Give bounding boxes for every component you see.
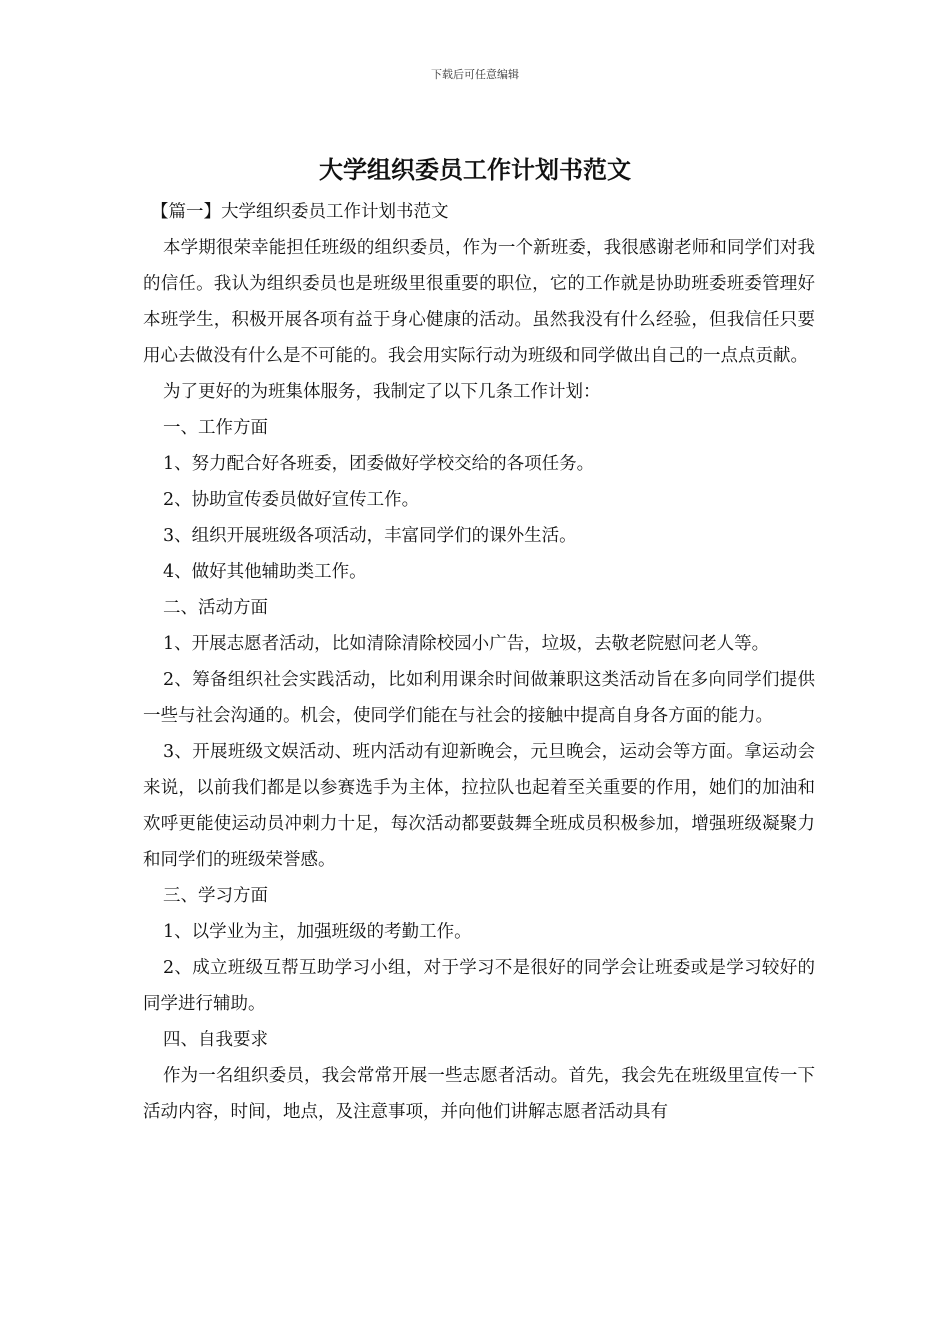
heading-work: 一、工作方面 (163, 418, 268, 438)
list-item-activity-3: 3、开展班级文娱活动、班内活动有迎新晚会，元旦晚会，运动会等方面。拿运动会来说，以前我们都是以参赛选手为主体，拉拉队也起着至关重要的作用，她们的加油和欢呼更能使运动员冲刺力十足，每次活动都要鼓舞全班成员积极参加，增强班级凝聚力和同学们的班级荣誉感。 (143, 742, 815, 870)
paragraph-self-requirements: 作为一名组织委员，我会常常开展一些志愿者活动。首先，我会先在班级里宣传一下活动内容，时间，地点，及注意事项，并向他们讲解志愿者活动具有 (143, 1066, 815, 1122)
paragraph-intro: 本学期很荣幸能担任班级的组织委员，作为一个新班委，我很感谢老师和同学们对我的信任。我认为组织委员也是班级里很重要的职位，它的工作就是协助班委班委管理好本班学生，积极开展各项有益于身心健康的活动。虽然我没有什么经验，但我信任只要用心去做没有什么是不可能的。我会用实际行动为班级和同学做出自己的一点点贡献。 (143, 238, 815, 366)
list-item-work-2: 2、协助宣传委员做好宣传工作。 (163, 490, 420, 510)
paragraph-plan-intro: 为了更好的为班集体服务，我制定了以下几条工作计划： (163, 382, 601, 402)
list-item-work-1: 1、努力配合好各班委，团委做好学校交给的各项任务。 (163, 454, 595, 474)
list-item-work-3: 3、组织开展班级各项活动，丰富同学们的课外生活。 (163, 526, 577, 546)
list-item-work-4: 4、做好其他辅助类工作。 (163, 562, 367, 582)
list-item-activity-2: 2、筹备组织社会实践活动，比如利用课余时间做兼职这类活动旨在多向同学们提供一些与社会沟通的。机会，使同学们能在与社会的接触中提高自身各方面的能力。 (143, 670, 815, 726)
section-heading-part-one: 【篇一】大学组织委员工作计划书范文 (151, 202, 449, 222)
list-item-study-2: 2、成立班级互帮互助学习小组，对于学习不是很好的同学会让班委或是学习较好的同学进行辅助。 (143, 958, 815, 1014)
document-body (143, 194, 815, 1130)
list-item-activity-1: 1、开展志愿者活动，比如清除清除校园小广告，垃圾，去敬老院慰问老人等。 (163, 634, 770, 654)
list-item-study-1: 1、以学业为主，加强班级的考勤工作。 (163, 922, 472, 942)
heading-activities: 二、活动方面 (163, 598, 268, 618)
heading-study: 三、学习方面 (163, 886, 268, 906)
page-header-note: 下载后可任意编辑 (431, 68, 519, 81)
heading-self-requirements: 四、自我要求 (163, 1030, 268, 1050)
document-title: 大学组织委员工作计划书范文 (319, 155, 631, 184)
